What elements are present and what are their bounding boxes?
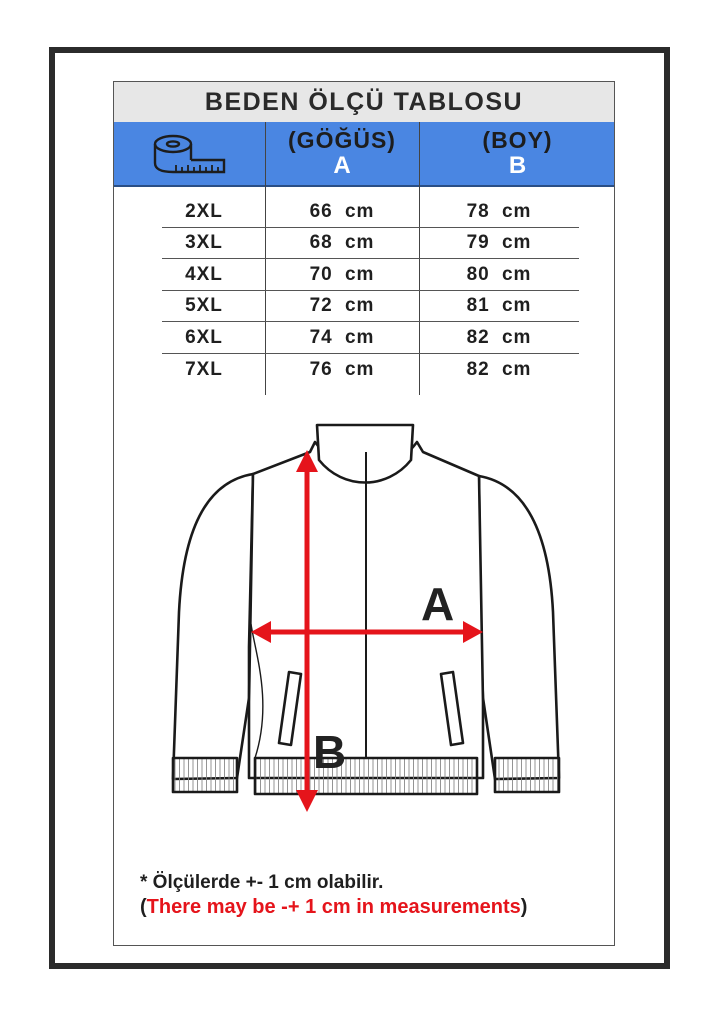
left-sleeve xyxy=(173,474,253,779)
length-label-b: B xyxy=(313,726,347,778)
jacket-diagram xyxy=(165,412,565,822)
size-cell: 6XL xyxy=(185,326,223,348)
length-column-letter: B xyxy=(508,152,527,179)
header-chest-cell xyxy=(265,122,419,185)
size-cell: 5XL xyxy=(185,295,223,317)
chest-cell: 70 cm xyxy=(309,263,375,285)
chest-cell: 72 cm xyxy=(309,295,375,317)
chest-cell: 76 cm xyxy=(309,358,375,380)
length-cell: 81 cm xyxy=(466,295,532,317)
tolerance-note-en xyxy=(140,896,527,919)
length-cell: 82 cm xyxy=(466,358,532,380)
size-cell: 3XL xyxy=(185,232,223,254)
waistband xyxy=(255,758,477,794)
table-row xyxy=(114,354,579,386)
size-chart-card xyxy=(113,81,615,946)
note-en-text: There may be -+ 1 cm in measurements xyxy=(146,896,521,918)
table-row xyxy=(114,291,579,323)
chest-cell: 68 cm xyxy=(309,232,375,254)
left-cuff xyxy=(173,758,237,792)
length-cell: 78 cm xyxy=(466,200,532,222)
table-row xyxy=(114,322,579,354)
table-row xyxy=(114,228,579,260)
size-cell: 2XL xyxy=(185,200,223,222)
length-column-label: (BOY) xyxy=(482,127,553,153)
chest-label-a: A xyxy=(421,578,455,630)
table-row xyxy=(114,196,579,228)
note-paren-open: ( xyxy=(140,896,147,918)
chest-column-letter: A xyxy=(333,152,351,179)
right-cuff xyxy=(495,758,559,792)
size-cell: 4XL xyxy=(185,263,223,285)
table-row xyxy=(114,259,579,291)
tolerance-note-tr: * Ölçülerde +- 1 cm olabilir. xyxy=(140,872,384,893)
table-header xyxy=(114,122,614,187)
tape-measure-icon xyxy=(152,130,228,178)
right-sleeve xyxy=(479,476,559,779)
note-paren-close: ) xyxy=(520,896,528,918)
header-length-cell xyxy=(419,122,616,185)
chest-column-label: (GÖĞÜS) xyxy=(288,127,396,153)
size-cell: 7XL xyxy=(185,358,223,380)
header-icon-cell xyxy=(114,122,265,185)
chart-title: BEDEN ÖLÇÜ TABLOSU xyxy=(114,82,614,123)
chest-cell: 74 cm xyxy=(309,326,375,348)
length-cell: 79 cm xyxy=(466,232,532,254)
chest-cell: 66 cm xyxy=(309,200,375,222)
length-cell: 82 cm xyxy=(466,326,532,348)
length-cell: 80 cm xyxy=(466,263,532,285)
